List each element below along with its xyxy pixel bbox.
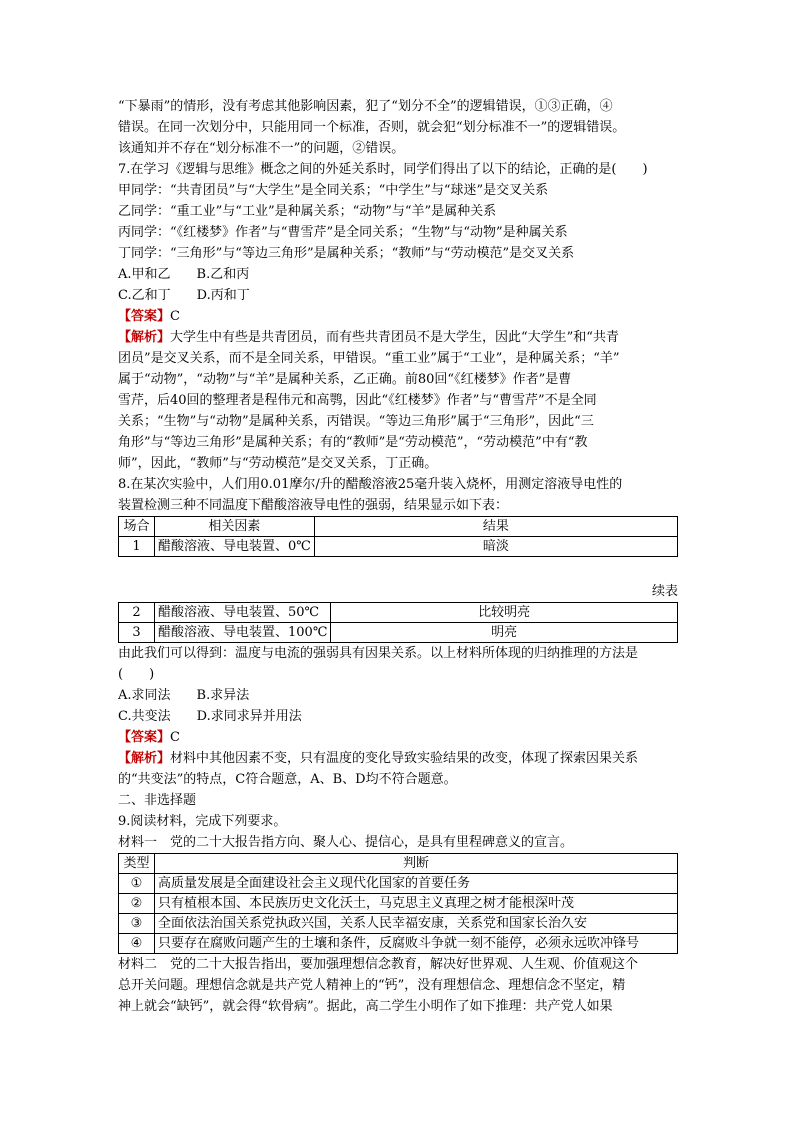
question-7 (118, 159, 678, 474)
question-stem: 9.阅读材料，完成下列要求。 (118, 814, 287, 829)
question-9 (118, 811, 678, 1017)
material-one: 材料一 党的二十大报告指方向、聚人心、提信心，是具有里程碑意义的宣言。 (118, 835, 574, 850)
table-row (119, 537, 678, 557)
table-cell: 醋酸溶液、导电装置、0℃ (155, 537, 315, 557)
table-header-row (119, 854, 678, 874)
answer-line (118, 727, 678, 748)
answer-value: C (170, 309, 180, 324)
table-header-cell: 判断 (155, 854, 678, 874)
analysis-line (118, 748, 678, 769)
table-header-cell: 相关因素 (155, 517, 315, 537)
table-cell: ② (119, 894, 155, 914)
analysis-text: 材料中其他因素不变，只有温度的变化导致实验结果的改变，体现了探索因果关系 (170, 751, 639, 766)
section-heading: 二、非选择题 (118, 793, 197, 808)
table-cell: 高质量发展是全面建设社会主义现代化国家的首要任务 (155, 874, 678, 894)
judgment-table (118, 853, 678, 954)
table-row (119, 934, 678, 954)
table-cell: ④ (119, 934, 155, 954)
material-two: 总开关问题。理想信念就是共产党人精神上的“钙”，没有理想信念、理想信念不坚定，精 (118, 978, 626, 993)
conclusion-line: ( ) (118, 667, 155, 682)
table-row (119, 874, 678, 894)
table-cell: 只要存在腐败问题产生的土壤和条件，反腐败斗争就一刻不能停，必须永远吹冲锋号 (155, 934, 678, 954)
answer-tag: 【答案】 (118, 309, 171, 324)
option-line: A.甲和乙 B.乙和丙 (118, 267, 250, 282)
table-header-row (119, 517, 678, 537)
analysis-line: 角形”与“等边三角形”是属种关系；有的“教师”是“劳动模范”，“劳动模范”中有“教 (118, 435, 588, 450)
statement-line: 丙同学：“《红楼梦》作者”与“曹雪芹”是全同关系；“生物”与“动物”是种属关系 (118, 225, 568, 240)
continued-table-label: 续表 (651, 584, 678, 599)
table-header-cell: 结果 (314, 517, 677, 537)
table-row (119, 623, 678, 643)
table-cell: 全面依法治国关系党执政兴国，关系人民幸福安康，关系党和国家长治久安 (155, 914, 678, 934)
table-header-cell: 类型 (119, 854, 155, 874)
table-row (119, 894, 678, 914)
option-line: C.乙和丁 D.丙和丁 (118, 288, 250, 303)
question-8 (118, 474, 678, 790)
statement-line: 乙同学：“重工业”与“工业”是种属关系；“动物”与“羊”是属种关系 (118, 204, 497, 219)
table-cell: 明亮 (331, 623, 678, 643)
material-two: 神上就会“缺钙”，就会得“软骨病”。据此，高二学生小明作了如下推理：共产党人如果 (118, 999, 613, 1014)
analysis-tag: 【解析】 (118, 330, 171, 345)
table-cell: 1 (119, 537, 155, 557)
text-line: 该通知并不存在“划分标准不一”的问题，②错误。 (118, 141, 405, 156)
table-row (119, 603, 678, 623)
table-cell: 2 (119, 603, 155, 623)
table-row (119, 914, 678, 934)
answer-tag: 【答案】 (118, 730, 171, 745)
analysis-line: 雪芹，后40回的整理者是程伟元和高鹗，因此“《红楼梦》作者”与“曹雪芹”不是全同 (118, 393, 597, 408)
analysis-line: 师”，因此，“教师”与“劳动模范”是交叉关系，丁正确。 (118, 456, 438, 471)
table-cell: 3 (119, 623, 155, 643)
experiment-table-continued (118, 602, 678, 643)
table-cell: 醋酸溶液、导电装置、50℃ (155, 603, 331, 623)
text-line: 错误。在同一次划分中，只能用同一个标准，否则，就会犯“划分标准不一”的逻辑错误。 (118, 120, 626, 135)
analysis-line (118, 327, 678, 348)
option-line: A.求同法 B.求异法 (118, 688, 250, 703)
table-cell: 只有植根本国、本民族历史文化沃土，马克思主义真理之树才能根深叶茂 (155, 894, 678, 914)
question-stem: 8.在某次实验中，人们用0.01摩尔/升的醋酸溶液25毫升装入烧杯，用测定溶液导电性的 (118, 477, 623, 492)
question-stem: 装置检测三种不同温度下醋酸溶液导电性的强弱，结果显示如下表： (118, 498, 509, 513)
table-cell: ③ (119, 914, 155, 934)
experiment-table (118, 516, 678, 557)
answer-value: C (170, 730, 180, 745)
table-cell: 醋酸溶液、导电装置、100℃ (155, 623, 331, 643)
statement-line: 甲同学：“共青团员”与“大学生”是全同关系；“中学生”与“球迷”是交叉关系 (118, 183, 549, 198)
intro-paragraph (118, 96, 678, 159)
text-line: “下暴雨”的情形，没有考虑其他影响因素，犯了“划分不全”的逻辑错误，①③正确，④ (118, 99, 613, 114)
analysis-line: 的“共变法”的特点，C符合题意，A、B、D均不符合题意。 (118, 772, 457, 787)
table-header-cell: 场合 (119, 517, 155, 537)
answer-line (118, 306, 678, 327)
analysis-text: 大学生中有些是共青团员，而有些共青团员不是大学生，因此“大学生”和“共青 (170, 330, 619, 345)
table-cell: 比较明亮 (331, 603, 678, 623)
option-line: C.共变法 D.求同求异并用法 (118, 709, 302, 724)
statement-line: 丁同学：“三角形”与“等边三角形”是属种关系；“教师”与“劳动模范”是交叉关系 (118, 246, 575, 261)
table-cell: ① (119, 874, 155, 894)
analysis-tag: 【解析】 (118, 751, 171, 766)
question-stem: 7.在学习《逻辑与思维》概念之间的外延关系时，同学们得出了以下的结论，正确的是( ) (118, 162, 648, 177)
material-two: 材料二 党的二十大报告指出，要加强理想信念教育，解决好世界观、人生观、价值观这个 (118, 957, 639, 972)
table-cell: 暗淡 (314, 537, 677, 557)
conclusion-line: 由此我们可以得到：温度与电流的强弱具有因果关系。以上材料所体现的归纳推理的方法是 (118, 646, 639, 661)
analysis-line: 关系；“生物”与“动物”是属种关系，丙错误。“等边三角形”属于“三角形”，因此“三 (118, 414, 594, 429)
document-page (118, 96, 678, 1017)
analysis-line: 属于“动物”，“动物”与“羊”是属种关系，乙正确。前80回“《红楼梦》作者”是曹 (118, 372, 572, 387)
analysis-line: 团员”是交叉关系，而不是全同关系，甲错误。“重工业”属于“工业”，是种属关系；“羊” (118, 351, 620, 366)
